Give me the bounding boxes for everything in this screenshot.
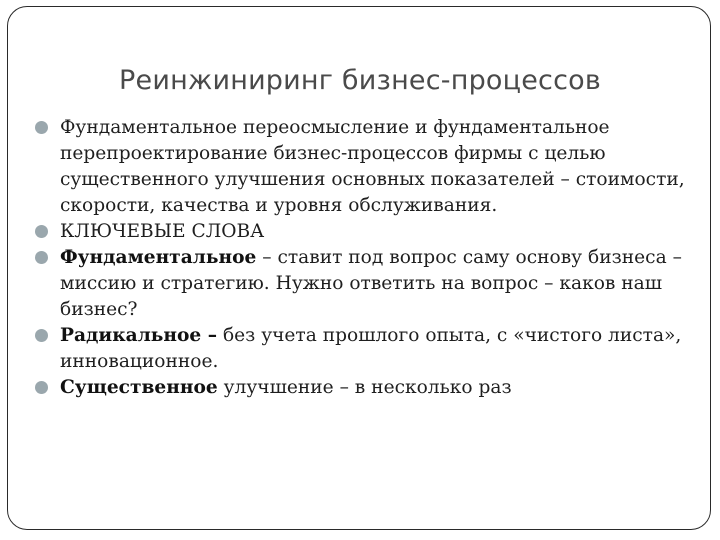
bullet-dot-icon: [35, 329, 48, 342]
list-item-body: КЛЮЧЕВЫЕ СЛОВА: [60, 221, 265, 242]
list-item-bold: Радикальное –: [60, 325, 218, 346]
list-item-bold: Фундаментальное: [60, 247, 257, 268]
list-item: [32, 375, 700, 401]
list-item-body: – ставит под вопрос саму основу бизнеса – миссию и стратегию. Нужно ответить на вопрос – каков наш бизнес?: [60, 247, 682, 320]
list-item-text: [60, 377, 512, 398]
bullet-dot-icon: [35, 251, 48, 264]
bullet-dot-icon: [35, 381, 48, 394]
list-item-body: улучшение – в несколько раз: [217, 377, 512, 398]
list-item: [32, 219, 700, 245]
list-item-bold: Существенное: [60, 377, 218, 398]
list-item-text: [60, 247, 682, 320]
list-item-body: без учета прошлого опыта, с «чистого листа», инновационное.: [60, 325, 682, 372]
list-item: [32, 115, 700, 219]
list-item-text: [60, 117, 685, 216]
list-item-body: Фундаментальное переосмысление и фундаментальное перепроектирование бизнес-процессов фирмы с целью существенного улучшения основных показателей – стоимости, скорости, качества и уровня обслуживания.: [60, 117, 685, 216]
list-item: [32, 323, 700, 375]
bullet-dot-icon: [35, 121, 48, 134]
slide-title: Реинжиниринг бизнес-процессов: [119, 65, 601, 96]
bullet-dot-icon: [35, 225, 48, 238]
slide-frame: [7, 6, 711, 530]
list-item-text: [60, 221, 264, 242]
bullet-list: [32, 115, 700, 401]
list-item: [32, 245, 700, 323]
list-item-text: [60, 325, 681, 372]
